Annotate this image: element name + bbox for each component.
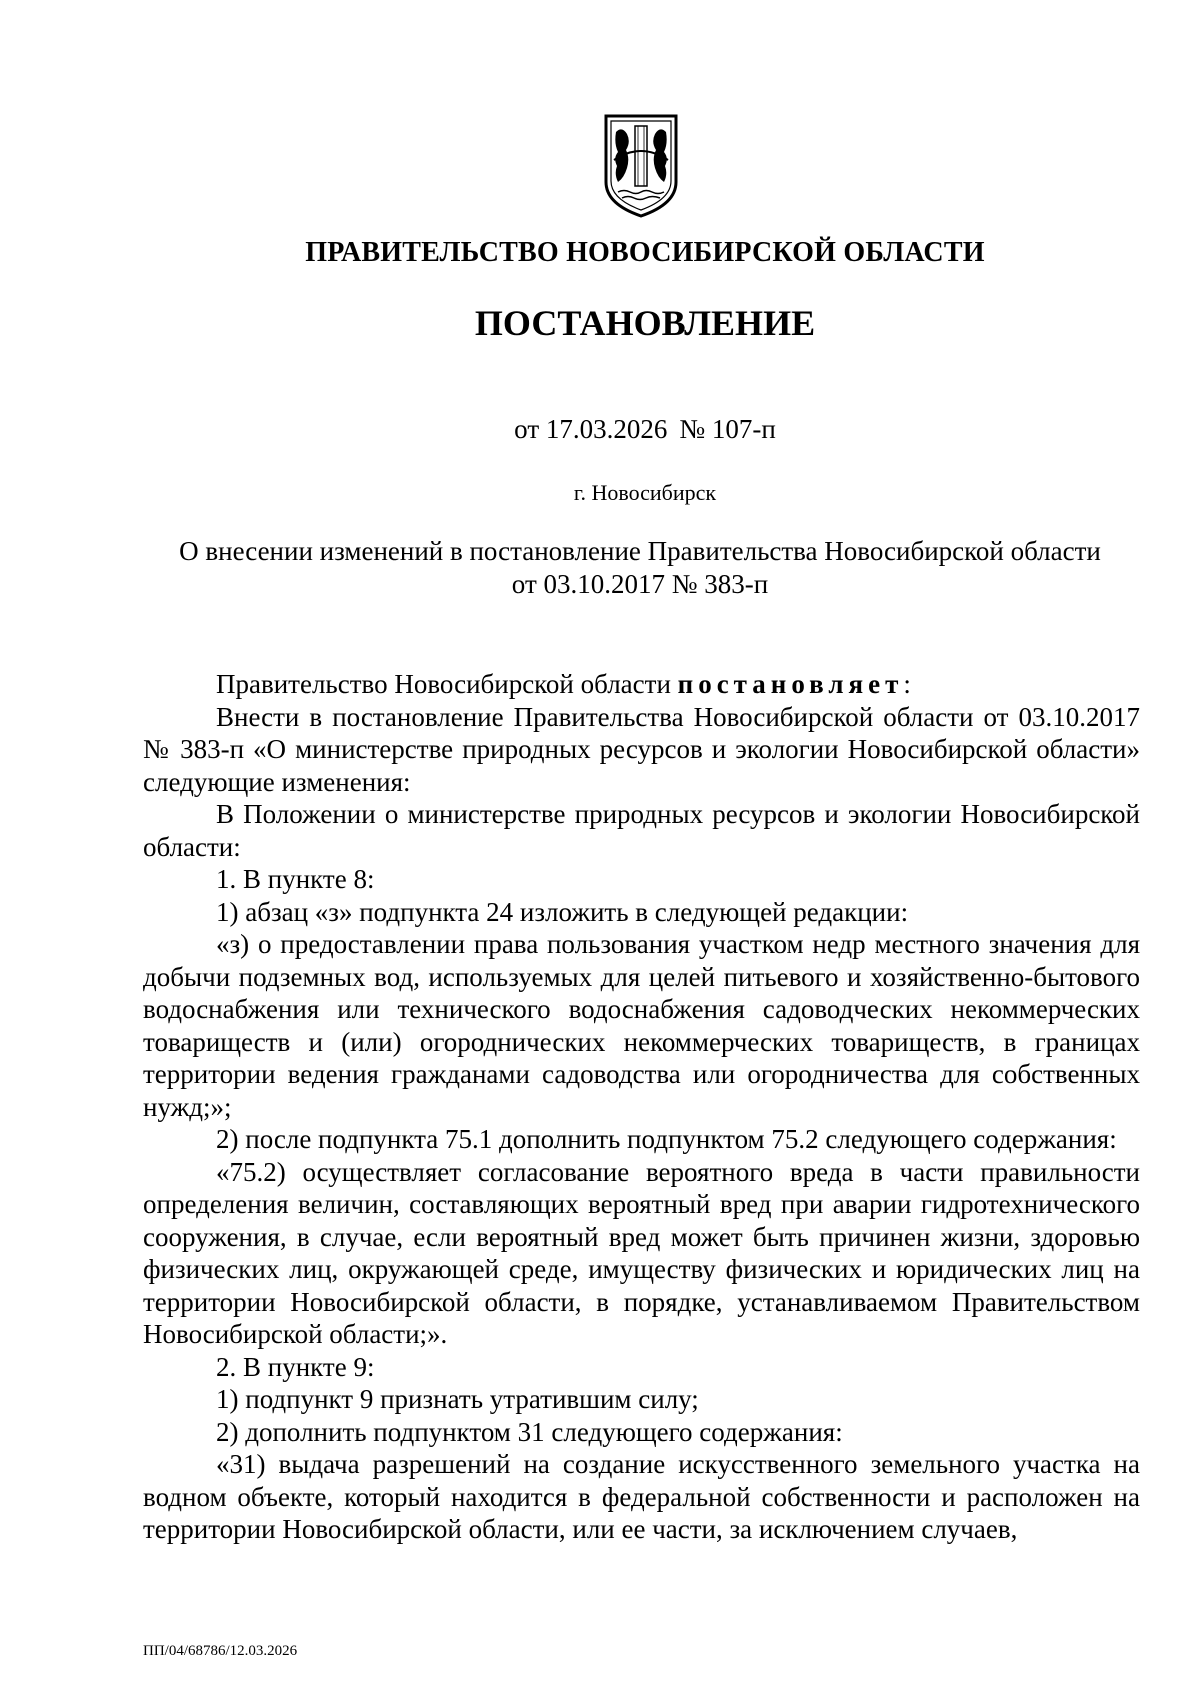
document-type-title: ПОСТАНОВЛЕНИЕ — [474, 303, 816, 343]
body-paragraph: 2. В пункте 9: — [216, 1351, 375, 1382]
body-paragraph: «75.2) осуществляет согласование вероятного вреда в части правильности определения величин, составляющих вероятный вред при аварии гидротехнического сооружения, в случае, если вероятный вред может быть причинен жизни, здоровью физических лиц, окружающей среде, имуществу физических и юридических лиц на территории Новосибирской области, в порядке, устанавливаемом Правительством Новосибирской области;». — [143, 1156, 1140, 1349]
intro-paragraph — [143, 668, 1140, 701]
document-city: г. Новосибирск — [573, 480, 717, 505]
body-paragraph: В Положении о министерстве природных ресурсов и экологии Новосибирской области: — [143, 799, 1140, 862]
subject-line-1: О внесении изменений в постановление Правительства Новосибирской области — [179, 536, 1101, 566]
body-paragraph: «31) выдача разрешений на создание искусственного земельного участка на водном объекте, который находится в федеральной собственности и расположен на территории Новосибирской области, или ее части, за исключением случаев, — [143, 1449, 1140, 1544]
document-registration-code: ПП/04/68786/12.03.2026 — [143, 1643, 298, 1659]
document-body — [143, 668, 1140, 1546]
intro-verb: постановляет — [677, 669, 904, 699]
document-date-number — [90, 414, 1200, 445]
body-paragraph: 1) подпункт 9 признать утратившим силу; — [216, 1384, 699, 1414]
document-number: № 107-п — [679, 414, 776, 444]
document-subject — [140, 535, 1140, 601]
document-date: от 17.03.2026 — [514, 414, 668, 444]
coat-of-arms-icon — [600, 112, 682, 220]
subject-line-2: от 03.10.2017 № 383-п — [511, 569, 769, 599]
body-paragraph: 1. В пункте 8: — [216, 864, 375, 894]
body-paragraph: «з) о предоставлении права пользования участком недр местного значения для добычи подземных вод, используемых для целей питьевого и хозяйственно-бытового водоснабжения или технического водоснабжения садоводческих некоммерческих товариществ и (или) огороднических некоммерческих товариществ, в границах территории ведения гражданами садоводства или огородничества для собственных нужд;»; — [143, 929, 1140, 1122]
intro-lead: Правительство Новосибирской области — [216, 669, 678, 699]
body-paragraph: 2) дополнить подпунктом 31 следующего содержания: — [216, 1416, 843, 1447]
body-paragraph: Внести в постановление Правительства Новосибирской области от 03.10.2017 № 383-п «О министерстве природных ресурсов и экологии Новосибирской области» следующие изменения: — [143, 701, 1140, 797]
body-paragraph: 1) абзац «з» подпункта 24 изложить в следующей редакции: — [216, 896, 909, 927]
body-paragraph: 2) после подпункта 75.1 дополнить подпунктом 75.2 следующего содержания: — [216, 1124, 1117, 1154]
organization-title: ПРАВИТЕЛЬСТВО НОВОСИБИРСКОЙ ОБЛАСТИ — [305, 237, 985, 268]
intro-tail: : — [903, 669, 911, 699]
